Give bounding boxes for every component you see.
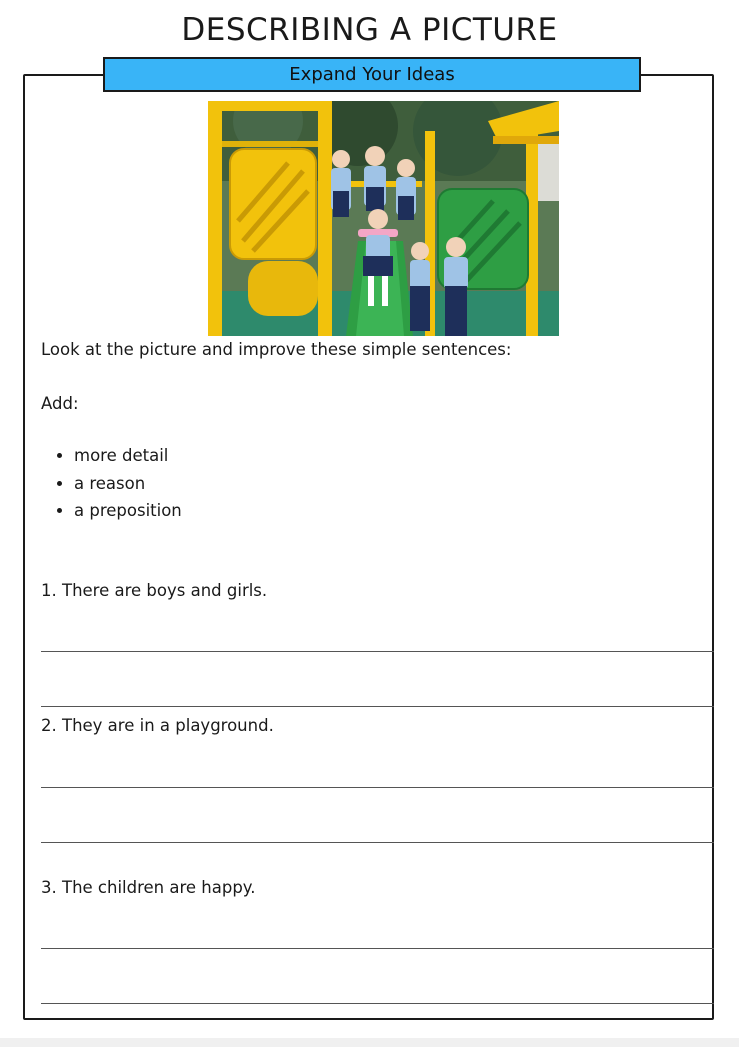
- answer-line[interactable]: [41, 948, 714, 949]
- playground-photo: [208, 101, 559, 336]
- list-item: • a preposition: [74, 497, 182, 525]
- question-2: 2. They are in a playground.: [41, 716, 274, 735]
- answer-line[interactable]: [41, 651, 714, 652]
- add-label: Add:: [41, 394, 79, 413]
- page-bottom-edge: [0, 1038, 739, 1047]
- bullet-list: [56, 442, 182, 525]
- section-banner: Expand Your Ideas: [103, 57, 641, 92]
- list-item: • a reason: [74, 470, 182, 498]
- answer-line[interactable]: [41, 842, 714, 843]
- answer-line[interactable]: [41, 787, 714, 788]
- question-3: 3. The children are happy.: [41, 878, 256, 897]
- list-item: • more detail: [74, 442, 182, 470]
- answer-line[interactable]: [41, 1003, 714, 1004]
- question-1: 1. There are boys and girls.: [41, 581, 268, 600]
- worksheet-title: DESCRIBING A PICTURE: [181, 12, 558, 48]
- instruction-text: Look at the picture and improve these simple sentences:: [41, 340, 512, 359]
- answer-line[interactable]: [41, 706, 714, 707]
